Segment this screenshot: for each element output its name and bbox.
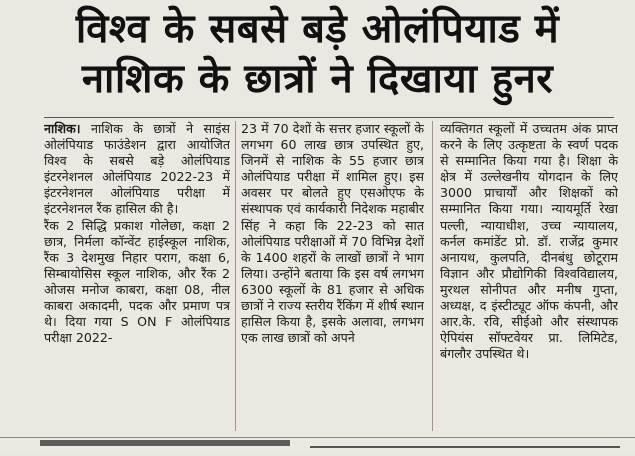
article-text-1: नाशिक के छात्रों ने साइंस ओलंपियाड फाउंडेशन द्वारा आयोजित विश्व के सबसे बड़े ओलंपियाड इंटरनेशनल ओलंपियाड 2022-23 में इंटरनेशनल ओलंपियाड परीक्षा में इंटरनेशनल रैंक हासिल की है। bbox=[44, 121, 230, 217]
dateline: नाशिक। bbox=[44, 121, 81, 136]
headline-line-1: विश्व के सबसे बड़े ओलंपियाड में bbox=[75, 6, 560, 52]
cropped-rule-fragment bbox=[310, 446, 620, 448]
headline bbox=[0, 4, 635, 104]
article-column-3 bbox=[440, 121, 618, 433]
headline-rule bbox=[44, 117, 614, 118]
column-divider bbox=[432, 121, 433, 431]
article-column-1 bbox=[44, 121, 230, 433]
article-paragraph-3: 23 में 70 देशों के सत्तर हजार स्कूलों के लगभग 60 लाख छात्र उपस्थित हुए, जिनमें से नाशिक के 55 हजार छात्र ओलंपियाड परीक्षा में शामिल हुए। इस अवसर पर बोलते हुए एसओएफ के संस्थापक एवं कार्यकारी निदेशक महाबीर सिंह ने कहा कि 22-23 को सात ओलंपियाड परीक्षाओं में 70 विभिन्न देशों के 1400 शहरों के लाखों छात्रों ने भाग लिया। उन्होंने बताया कि इस वर्ष लगभग 6300 स्कूलों के 81 हजार से अधिक छात्रों ने राज्य स्तरीय रैंकिंग में शीर्ष स्थान हासिल किया है, इसके अलावा, लगभग एक लाख छात्रों को अपने bbox=[241, 121, 424, 346]
article-paragraph-4: व्यक्तिगत स्कूलों में उच्चतम अंक प्राप्त करने के लिए उत्कृष्टता के स्वर्ण पदक से सम्मानित किया गया है। शिक्षा के क्षेत्र में उल्लेखनीय योगदान के लिए 3000 प्राचार्यों और शिक्षकों को सम्मानित किया गया। न्यायमूर्ति रेखा पल्ली, न्यायाधीश, उच्च न्यायालय, कर्नल कमांडेंट प्रो. डॉ. राजेंद्र कुमार अनायथ, कुलपति, दीनबंधु छोटूराम विज्ञान और प्रौद्योगिकी विश्वविद्यालय, मुरथल सोनीपत और मनीष गुप्ता, अध्यक्ष, द इंस्टीट्यूट ऑफ कंपनी, और आर.के. रवि, सीईओ और संस्थापक ऐपियंस सॉफ्टवेयर प्रा. लिमिटेड, बंगलौर उपस्थित थे। bbox=[440, 121, 618, 362]
next-article-fragment bbox=[0, 437, 635, 455]
headline-line-2: नाशिक के छात्रों ने दिखाया हुनर bbox=[81, 56, 554, 102]
article-paragraph-1 bbox=[44, 121, 230, 218]
article-column-2 bbox=[241, 121, 424, 433]
article-paragraph-2: रैंक 2 सिद्धि प्रकाश गोलेछा, कक्षा 2 छात्र, निर्मला कॉन्वेंट हाईस्कूल नाशिक, रैंक 3 देशमुख निहार पराग, कक्षा 6, सिम्बायोसिस स्कूल नाशिक, और रैंक 2 ओजस मनोज काबरा, कक्षा 08, नील काबरा अकादमी, पदक और प्रमाण पत्र थे। दिया गया S ON F ओलंपियाड परीक्षा 2022- bbox=[44, 217, 230, 346]
column-divider bbox=[235, 121, 236, 431]
